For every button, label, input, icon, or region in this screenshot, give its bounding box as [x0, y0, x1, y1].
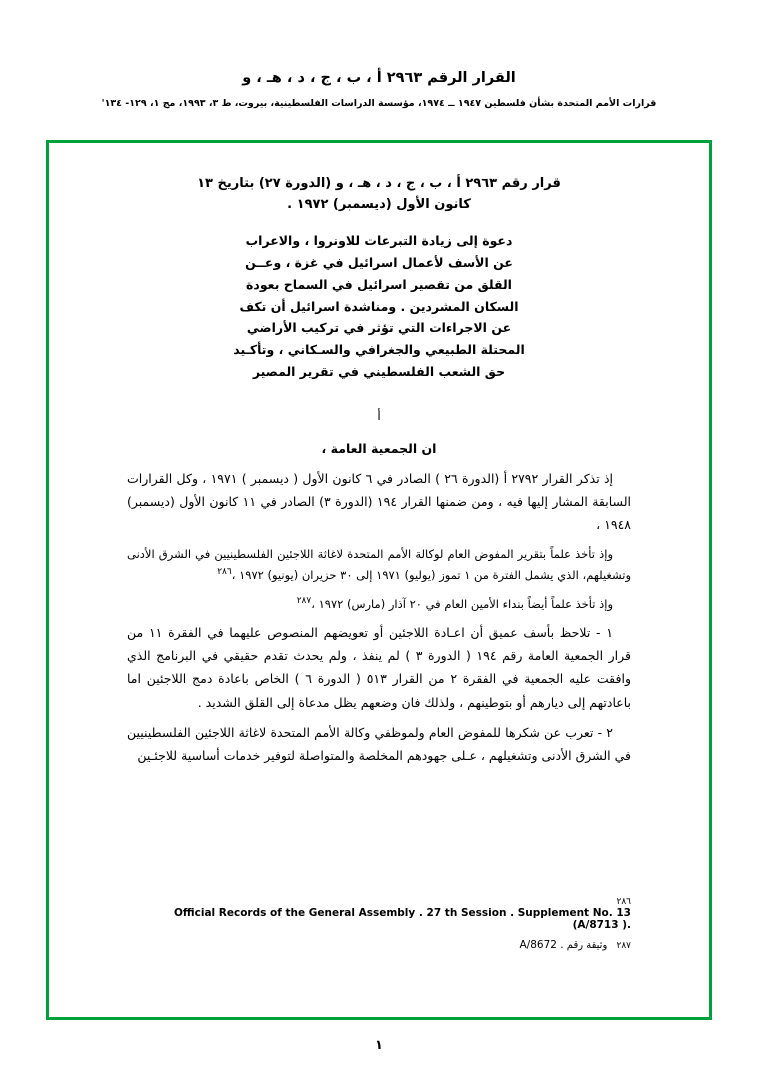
footnote-1 — [127, 896, 631, 931]
frame-content — [49, 143, 709, 1017]
footnote-1-text: Official Records of the General Assembly . 27 th Session . Supplement No. 13 (A/8713 ). — [173, 907, 631, 931]
resolution-summary — [127, 230, 631, 383]
footnote-ref-286: ٢٨٦ — [217, 567, 232, 578]
source-citation: قرارات الأمم المتحدة بشأن فلسطين ١٩٤٧ ــ ١٩٧٤، مؤسسة الدراسات الفلسطينية، بيروت، ط ٣، ١٩٩٣، مج ١، ١٢٩- ١٣٤' — [101, 98, 657, 109]
resolution-body — [127, 437, 631, 767]
section-marker: أ — [377, 409, 381, 423]
footnote-2-text-ar: وثيقة رقم — [566, 940, 608, 951]
summary-line-2: عن الأسف لأعمال اسرائيل في غزة ، وعــن — [245, 254, 513, 270]
resolution-heading — [127, 173, 631, 216]
document-header — [0, 0, 758, 109]
resolution-heading-line-1: قرار رقم ٢٩٦٣ أ ، ب ، ج ، د ، هـ ، و (الدورة ٢٧) بتاريخ ١٣ — [197, 176, 561, 191]
summary-line-5: عن الاجراءات التي تؤثر في تركيب الأراضي — [246, 320, 512, 336]
summary-line-7: حق الشعب الفلسطيني في تقرير المصير — [252, 364, 506, 380]
page-number: ١ — [375, 1038, 383, 1053]
operative-paragraph-1: ١ - تلاحظ بأسف عميق أن اعـادة اللاجئين أو تعويضهم المنصوص عليهما في الفقرة ١١ من قرار الجمعية العامة رقم ١٩٤ ( الدورة ٣ ) لم ينفذ ، ولم يحدث تقدم حقيقي في البرنامج الذي وافقت عليه الجمعية في الفقرة ٢ من القرار ٥١٣ ( الدورة ٦ ) الخاص باعادة دمج اللاجئين اما باعادتهم إلى ديارهم أو بتوطينهم ، ولذلك فان وضعهم يظل مدعاة إلى القلق الشديد . — [127, 625, 631, 710]
summary-line-3: القلق من تقصير اسرائيل في السماح بعودة — [246, 276, 512, 292]
preamble-note-commissioner — [127, 544, 631, 586]
preamble-note-secretary-text: وإذ تأخذ علماً أيضاً بنداء الأمين العام في ٢٠ آذار (مارس) ١٩٧٢ ، — [311, 596, 613, 611]
operative-paragraph-2: ٢ - تعرب عن شكرها للمفوض العام ولموظفي وكالة الأمم المتحدة لاغاثة اللاجئين الفلسطينيين في الشرق الأدنى وتشغيلهم ، عـلى جهودهم المخلصة والمتواصلة لتوفير خدمات أساسية للاجئـين — [127, 724, 631, 763]
preamble-recall: إذ تذكر القرار ٢٧٩٢ أ (الدورة ٢٦ ) الصادر في ٦ كانون الأول ( ديسمبر ) ١٩٧١ ، وكل القرارات السابقة المشار إليها فيه ، ومن ضمنها القرار ١٩٤ (الدورة ٣) الصادر في ١١ كانون الأول (ديسمبر) ١٩٤٨ ، — [127, 471, 631, 533]
footnotes-section — [127, 896, 631, 959]
footnote-2-text-ltr: A/8672 . — [519, 939, 564, 951]
assembly-opening: ان الجمعية العامة ، — [321, 441, 437, 456]
footnote-2 — [127, 939, 631, 951]
page-title: القرار الرقم ٢٩٦٣ أ ، ب ، ج ، د ، هـ ، و — [242, 70, 516, 86]
preamble-note-commissioner-text: وإذ تأخذ علماً بتقرير المفوض العام لوكالة الأمم المتحدة لاغاثة اللاجئين الفلسطينيين في الشرق الأدنى وتشغيلهم، الذي يشمل الفترة من ١ تموز (يوليو) ١٩٧١ إلى ٣٠ حزيران (يونيو) ١٩٧٢ ، — [127, 546, 631, 583]
summary-line-6: المحتلة الطبيعي والجغرافي والسـكاني ، وتأكـيد — [233, 342, 525, 358]
footnote-2-number: ٢٨٧ — [616, 941, 631, 951]
summary-line-1: دعوة إلى زيادة التبرعات للاونروا ، والاعراب — [245, 232, 513, 248]
preamble-note-secretary — [127, 593, 631, 615]
green-border-frame — [46, 140, 712, 1020]
footnote-1-number: ٢٨٦ — [616, 897, 631, 907]
resolution-heading-line-2: كانون الأول (ديسمبر) ١٩٧٢ . — [287, 197, 471, 213]
summary-line-4: السكان المشردين . ومناشدة اسرائيل أن تكف — [239, 298, 519, 314]
footnote-ref-287: ٢٨٧ — [296, 595, 312, 606]
